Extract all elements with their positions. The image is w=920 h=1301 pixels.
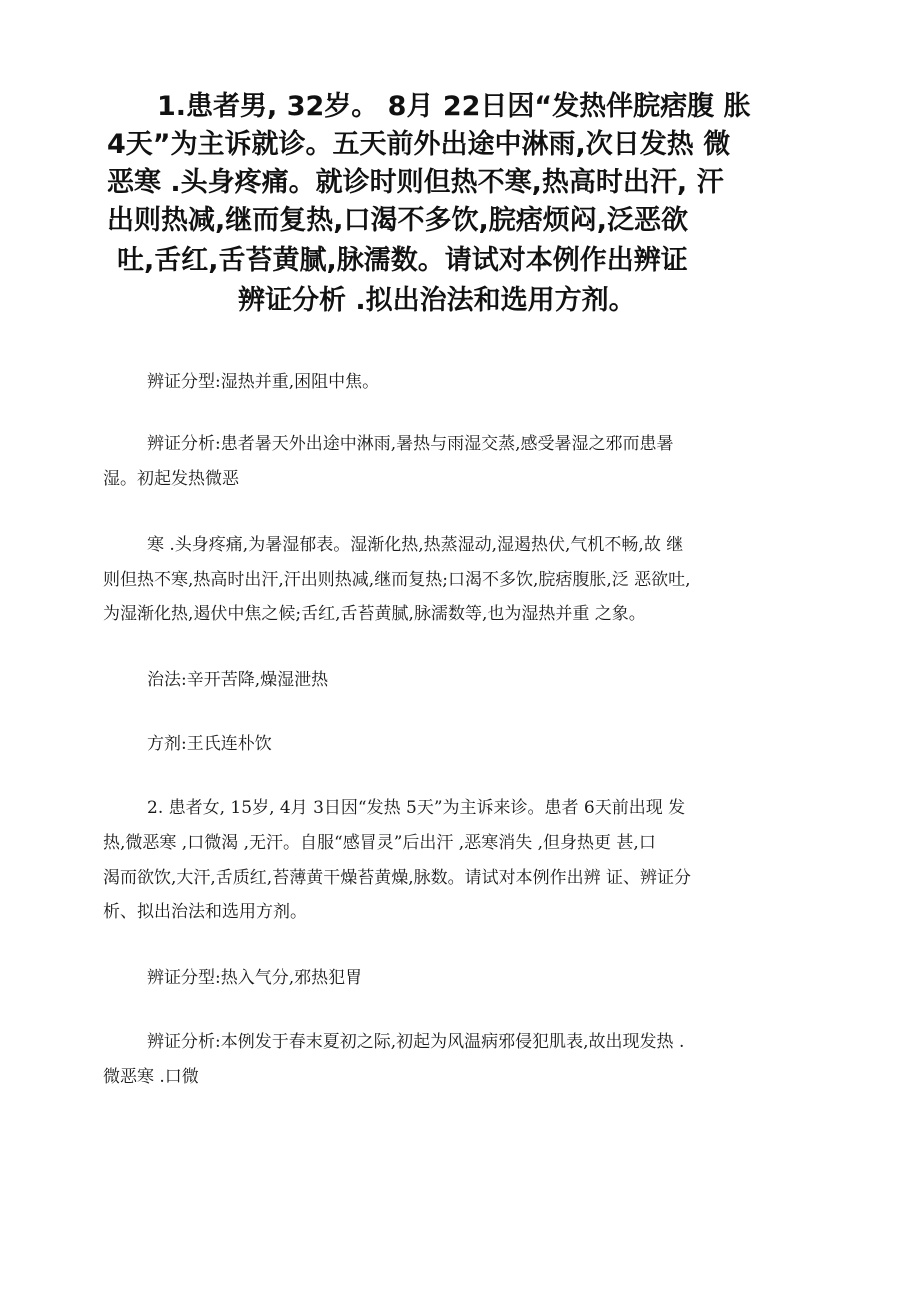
- treatment-method: 治法:辛开苦降,燥湿泄热: [147, 670, 329, 690]
- prescription: 方剂:王氏连朴饮: [147, 734, 272, 754]
- syndrome-type: 辨证分型:热入气分,邪热犯胃: [147, 968, 363, 988]
- question-1-line: 出则热减,继而复热,口渴不多饮,脘痞烦闷,泛恶欲: [107, 205, 689, 236]
- question-1-line: 1.患者男, 32岁。 8月 22日因“发热伴脘痞腹 胀: [157, 91, 751, 122]
- syndrome-analysis-line: 辨证分析:本例发于春末夏初之际,初起为风温病邪侵犯肌表,故出现发热 .: [147, 1032, 685, 1052]
- syndrome-analysis-line: 湿。初起发热微恶: [103, 469, 239, 489]
- question-2-line: 渴而欲饮,大汗,舌质红,苔薄黄干燥苔黄燥,脉数。请试对本例作出辨 证、辨证分: [103, 868, 692, 888]
- question-2-line: 热,微恶寒 ,口微渴 ,无汗。自服“感冒灵”后出汗 ,恶寒消失 ,但身热更 甚,口: [103, 833, 656, 853]
- syndrome-analysis-line: 微恶寒 .口微: [103, 1067, 199, 1087]
- analysis-continuation-line: 寒 .头身疼痛,为暑湿郁表。湿渐化热,热蒸湿动,湿遏热伏,气机不畅,故 继: [147, 535, 684, 555]
- syndrome-type: 辨证分型:湿热并重,困阻中焦。: [147, 372, 380, 392]
- analysis-continuation-line: 为湿渐化热,遏伏中焦之候;舌红,舌苔黄腻,脉濡数等,也为湿热并重 之象。: [103, 604, 646, 624]
- analysis-continuation-line: 则但热不寒,热高时出汗,汗出则热减,继而复热;口渴不多饮,脘痞腹胀,泛 恶欲吐,: [103, 570, 691, 590]
- question-1-line: 辨证分析 .拟出治法和选用方剂。: [238, 285, 636, 316]
- syndrome-analysis-line: 辨证分析:患者暑天外出途中淋雨,暑热与雨湿交蒸,感受暑湿之邪而患暑: [147, 434, 674, 454]
- question-1-line: 吐,舌红,舌苔黄腻,脉濡数。请试对本例作出辨证: [117, 245, 688, 276]
- question-2-line: 析、拟出治法和选用方剂。: [103, 902, 307, 922]
- question-1-line: 4天”为主诉就诊。五天前外出途中淋雨,次日发热 微: [107, 129, 731, 160]
- question-1-line: 恶寒 .头身疼痛。就诊时则但热不寒,热高时出汗, 汗: [107, 167, 724, 198]
- question-2-line: 2. 患者女, 15岁, 4月 3日因“发热 5天”为主诉来诊。患者 6天前出现 发: [147, 798, 686, 818]
